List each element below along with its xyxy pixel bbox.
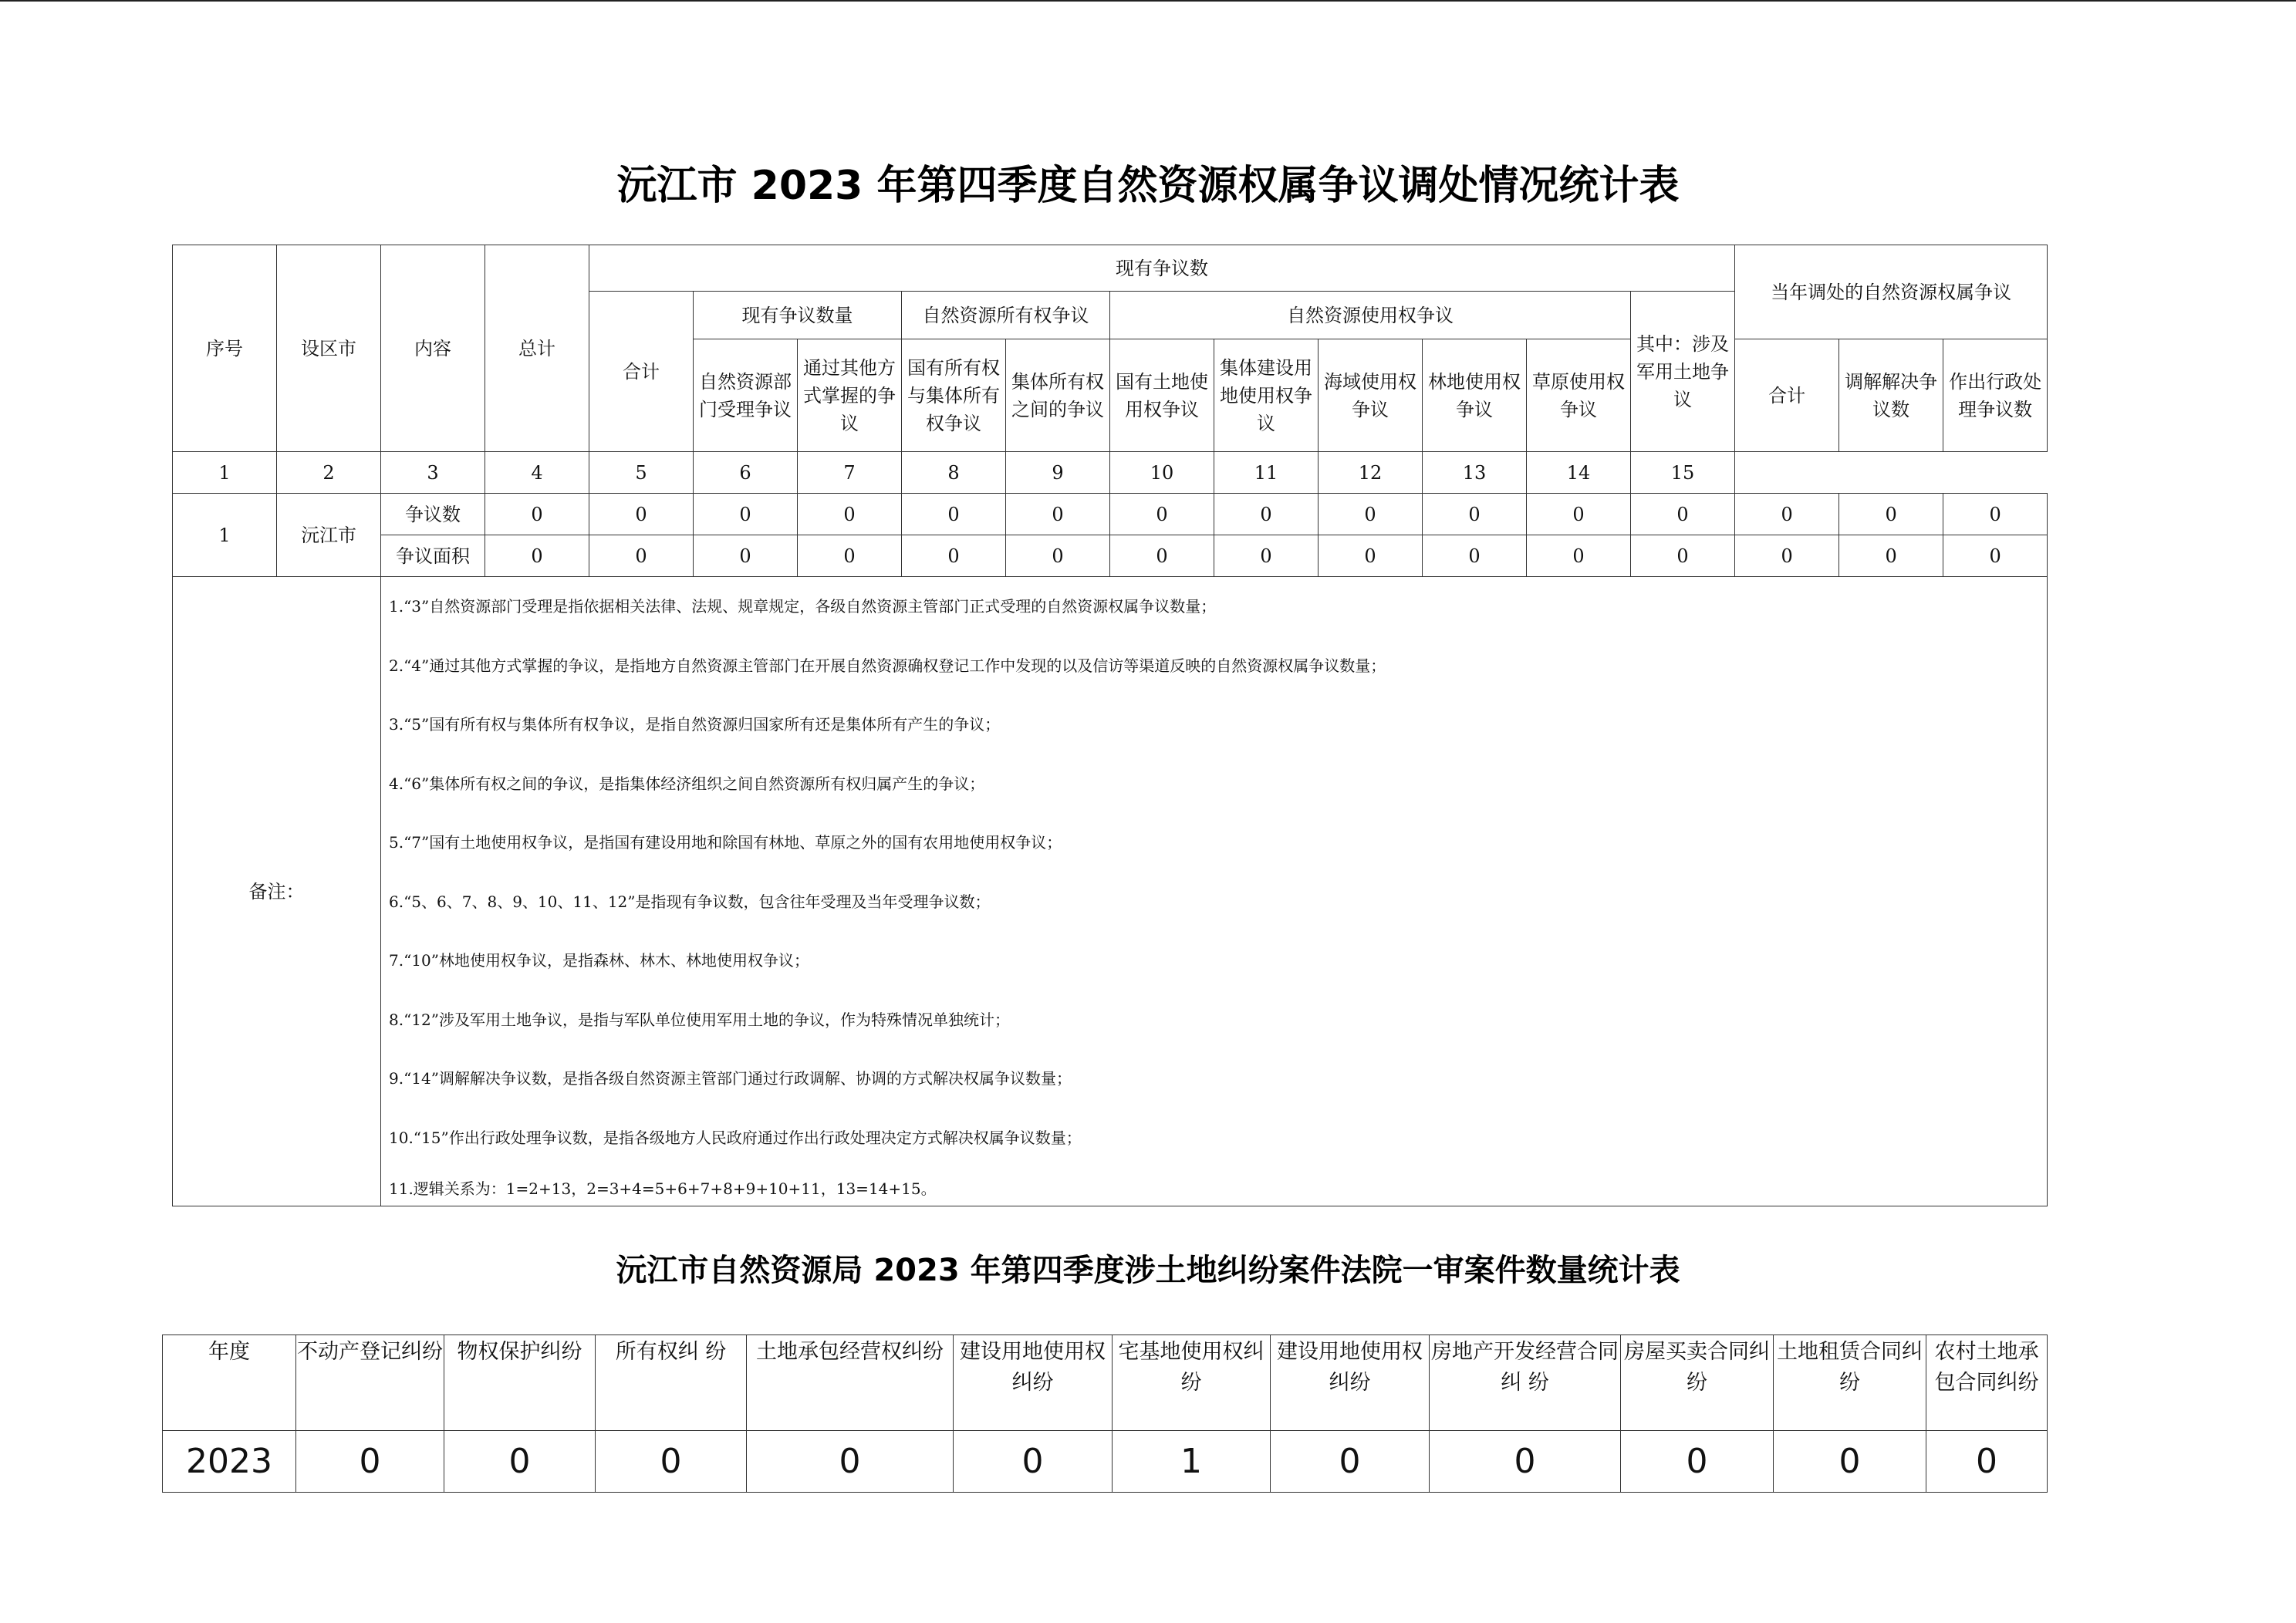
header-col-7: 国有土地使用权争议 bbox=[1110, 339, 1214, 452]
column-number: 11 bbox=[1214, 452, 1319, 494]
table-cell: 0 bbox=[694, 494, 798, 535]
table-cell: 0 bbox=[1319, 494, 1423, 535]
table-cell: 0 bbox=[1621, 1431, 1774, 1493]
header-military-land: 其中：涉及军用土地争议 bbox=[1631, 292, 1735, 452]
table-cell: 0 bbox=[694, 535, 798, 577]
header-col-3: 自然资源部门受理争议 bbox=[694, 339, 798, 452]
column-number: 2 bbox=[277, 452, 381, 494]
note-item: 3.“5”国有所有权与集体所有权争议，是指自然资源归国家所有还是集体所有产生的争议； bbox=[389, 715, 1001, 734]
table-cell: 0 bbox=[1527, 494, 1631, 535]
column-number: 4 bbox=[485, 452, 589, 494]
header-cell: 土地承包经营权纠纷 bbox=[747, 1335, 954, 1431]
header-existing-count: 现有争议数量 bbox=[694, 292, 902, 339]
table-cell: 0 bbox=[1943, 494, 2048, 535]
table-cell: 0 bbox=[589, 494, 694, 535]
note-item: 6.“5、6、7、8、9、10、11、12”是指现有争议数，包含往年受理及当年受理争议数； bbox=[389, 892, 991, 911]
header-cell: 不动产登记纠纷 bbox=[296, 1335, 444, 1431]
table-cell: 0 bbox=[1110, 535, 1214, 577]
header-cell: 房地产开发经营合同纠 纷 bbox=[1430, 1335, 1621, 1431]
table-cell: 0 bbox=[1423, 535, 1527, 577]
header-cell: 物权保护纠纷 bbox=[444, 1335, 596, 1431]
header-col-6: 集体所有权之间的争议 bbox=[1006, 339, 1110, 452]
header-col-8: 集体建设用地使用权争议 bbox=[1214, 339, 1319, 452]
header-cell: 建设用地使用权纠纷 bbox=[954, 1335, 1113, 1431]
column-number: 6 bbox=[694, 452, 798, 494]
year-cell: 2023 bbox=[163, 1431, 296, 1493]
header-seq: 序号 bbox=[173, 245, 277, 452]
table-cell: 0 bbox=[1110, 494, 1214, 535]
table-cell: 0 bbox=[485, 494, 589, 535]
section-title: 沅江市自然资源局 2023 年第四季度涉土地纠纷案件法院一审案件数量统计表 bbox=[616, 1253, 1680, 1288]
table-cell: 0 bbox=[1631, 535, 1735, 577]
header-sum: 合计 bbox=[589, 292, 694, 452]
table-cell: 0 bbox=[589, 535, 694, 577]
table-cell: 0 bbox=[444, 1431, 596, 1493]
table-cell: 0 bbox=[747, 1431, 954, 1493]
table-cell: 0 bbox=[1839, 494, 1943, 535]
table-row bbox=[173, 535, 2048, 577]
table-cell: 0 bbox=[1926, 1431, 2048, 1493]
notes-label: 备注： bbox=[173, 577, 381, 1206]
column-number: 13 bbox=[1423, 452, 1527, 494]
note-item: 11.逻辑关系为：1=2+13，2=3+4=5+6+7+8+9+10+11，13=14+15。 bbox=[389, 1179, 937, 1198]
header-cell: 房屋买卖合同纠 纷 bbox=[1621, 1335, 1774, 1431]
header-col-10: 林地使用权争议 bbox=[1423, 339, 1527, 452]
note-item: 9.“14”调解解决争议数，是指各级自然资源主管部门通过行政调解、协调的方式解决权属争议数量； bbox=[389, 1069, 1072, 1088]
table-cell: 0 bbox=[902, 494, 1006, 535]
table-cell: 0 bbox=[1735, 535, 1839, 577]
column-number: 5 bbox=[589, 452, 694, 494]
page-top-border bbox=[0, 0, 2296, 2]
header-col-14: 调解解决争议数 bbox=[1839, 339, 1943, 452]
row-label: 争议数 bbox=[381, 494, 485, 535]
header-usage-disputes: 自然资源使用权争议 bbox=[1110, 292, 1631, 339]
header-total: 总计 bbox=[485, 245, 589, 452]
header-content: 内容 bbox=[381, 245, 485, 452]
table-cell: 0 bbox=[1839, 535, 1943, 577]
header-col-5: 国有所有权与集体所有权争议 bbox=[902, 339, 1006, 452]
table-cell: 0 bbox=[1006, 494, 1110, 535]
header-col-11: 草原使用权争议 bbox=[1527, 339, 1631, 452]
table-cell: 0 bbox=[1006, 535, 1110, 577]
row-seq: 1 bbox=[173, 494, 277, 577]
column-number: 9 bbox=[1006, 452, 1110, 494]
header-year: 年度 bbox=[163, 1335, 296, 1431]
column-number: 7 bbox=[798, 452, 902, 494]
table-cell: 0 bbox=[1271, 1431, 1430, 1493]
table-cell: 0 bbox=[1735, 494, 1839, 535]
row-label: 争议面积 bbox=[381, 535, 485, 577]
table-cell: 0 bbox=[798, 535, 902, 577]
header-col-9: 海域使用权争议 bbox=[1319, 339, 1423, 452]
table-cell: 0 bbox=[296, 1431, 444, 1493]
note-item: 4.“6”集体所有权之间的争议，是指集体经济组织之间自然资源所有权归属产生的争议； bbox=[389, 774, 985, 793]
table-cell: 0 bbox=[954, 1431, 1113, 1493]
dispute-statistics-table bbox=[172, 245, 2048, 1206]
table-row bbox=[163, 1431, 2048, 1493]
header-year-settled: 当年调处的自然资源权属争议 bbox=[1735, 245, 2048, 339]
note-item: 2.“4”通过其他方式掌握的争议，是指地方自然资源主管部门在开展自然资源确权登记工作中发现的以及信访等渠道反映的自然资源权属争议数量； bbox=[389, 656, 1386, 675]
court-cases-table bbox=[162, 1335, 2048, 1493]
table-cell: 1 bbox=[1113, 1431, 1271, 1493]
column-number: 15 bbox=[1631, 452, 1735, 494]
note-item: 10.“15”作出行政处理争议数，是指各级地方人民政府通过作出行政处理决定方式解决权属争议数量； bbox=[389, 1128, 1082, 1147]
header-cell: 宅基地使用权纠 纷 bbox=[1113, 1335, 1271, 1431]
table-cell: 0 bbox=[1943, 535, 2048, 577]
header-city: 设区市 bbox=[277, 245, 381, 452]
table-cell: 0 bbox=[902, 535, 1006, 577]
table-row bbox=[173, 494, 2048, 535]
table-cell: 0 bbox=[798, 494, 902, 535]
header-col-4: 通过其他方式掌握的争议 bbox=[798, 339, 902, 452]
row-city: 沅江市 bbox=[277, 494, 381, 577]
table-cell: 0 bbox=[1214, 494, 1319, 535]
column-number: 8 bbox=[902, 452, 1006, 494]
table-cell: 0 bbox=[1214, 535, 1319, 577]
table-cell: 0 bbox=[1423, 494, 1527, 535]
table-cell: 0 bbox=[1631, 494, 1735, 535]
note-item: 5.“7”国有土地使用权争议，是指国有建设用地和除国有林地、草原之外的国有农用地使用权争议； bbox=[389, 833, 1062, 852]
header-ownership-disputes: 自然资源所有权争议 bbox=[902, 292, 1110, 339]
note-item: 7.“10”林地使用权争议，是指森林、林木、林地使用权争议； bbox=[389, 951, 809, 970]
header-cell: 建设用地使用权纠纷 bbox=[1271, 1335, 1430, 1431]
header-existing-disputes: 现有争议数 bbox=[589, 245, 1735, 292]
notes-block bbox=[381, 577, 2048, 1206]
column-number: 12 bbox=[1319, 452, 1423, 494]
table-cell: 0 bbox=[1430, 1431, 1621, 1493]
note-item: 8.“12”涉及军用土地争议，是指与军队单位使用军用土地的争议，作为特殊情况单独统计； bbox=[389, 1010, 1010, 1029]
column-number: 1 bbox=[173, 452, 277, 494]
header-col-13: 合计 bbox=[1735, 339, 1839, 452]
table-cell: 0 bbox=[1319, 535, 1423, 577]
page-title: 沅江市 2023 年第四季度自然资源权属争议调处情况统计表 bbox=[616, 163, 1680, 209]
header-col-15: 作出行政处理争议数 bbox=[1943, 339, 2048, 452]
header-cell: 农村土地承包合同纠纷 bbox=[1926, 1335, 2048, 1431]
table-cell: 0 bbox=[1527, 535, 1631, 577]
note-item: 1.“3”自然资源部门受理是指依据相关法律、法规、规章规定，各级自然资源主管部门正式受理的自然资源权属争议数量； bbox=[389, 597, 1217, 616]
header-cell: 所有权纠 纷 bbox=[596, 1335, 747, 1431]
table-cell: 0 bbox=[596, 1431, 747, 1493]
column-number: 14 bbox=[1527, 452, 1631, 494]
table-cell: 0 bbox=[1774, 1431, 1926, 1493]
column-number: 10 bbox=[1110, 452, 1214, 494]
table-cell: 0 bbox=[485, 535, 589, 577]
column-number: 3 bbox=[381, 452, 485, 494]
header-cell: 土地租赁合同纠 纷 bbox=[1774, 1335, 1926, 1431]
